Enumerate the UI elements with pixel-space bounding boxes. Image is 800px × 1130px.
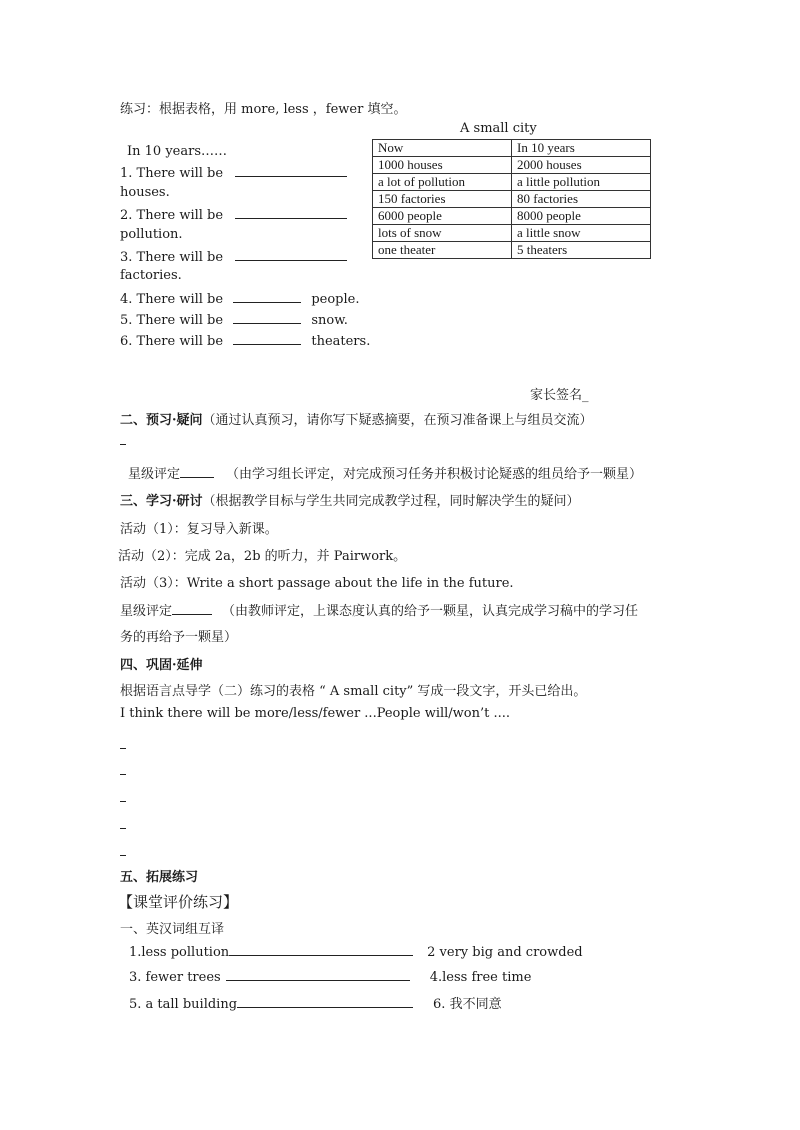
item-right: 4.less free time (429, 970, 532, 985)
answer-blank[interactable] (233, 290, 301, 303)
section-3-rating (120, 600, 638, 619)
answer-blank[interactable] (233, 311, 301, 324)
translation-heading: 一、英汉词组互译 (120, 922, 225, 937)
table-cell: Now (373, 140, 512, 157)
exercise-5-suffix: snow. (311, 313, 348, 328)
table-row (373, 208, 651, 225)
answer-blank[interactable] (235, 248, 347, 261)
answer-blank[interactable] (235, 164, 347, 177)
table-row (373, 174, 651, 191)
item-left: 5. a tall building (129, 997, 238, 1012)
exercise-5-prefix: 5. There will be (120, 313, 224, 328)
answer-blank[interactable] (235, 206, 347, 219)
table-cell: 8000 people (512, 208, 651, 225)
table-cell: a lot of pollution (373, 174, 512, 191)
exercise-4-suffix: people. (311, 292, 360, 307)
exercise-3 (120, 248, 347, 265)
translation-item (129, 968, 531, 985)
section-2-heading: 二、预习·疑问 (120, 413, 203, 428)
table-cell: In 10 years (512, 140, 651, 157)
answer-blank[interactable] (233, 332, 301, 345)
rating-note: （由学习组长评定，对完成预习任务并积极讨论疑惑的组员给予一颗星） (226, 467, 643, 482)
item-left: 1.less pollution (129, 945, 230, 960)
item-left: 3. fewer trees (129, 970, 221, 985)
exercise-intro: In 10 years…… (127, 144, 227, 159)
section-2-rating (128, 463, 642, 482)
writing-line[interactable] (120, 801, 126, 802)
exercise-3-continued: factories. (120, 268, 182, 283)
table-cell: lots of snow (373, 225, 512, 242)
exercise-5 (120, 311, 348, 328)
table-cell: a little snow (512, 225, 651, 242)
exercise-1-continued: houses. (120, 185, 170, 200)
translation-item (129, 993, 502, 1012)
table-title: A small city (460, 121, 537, 136)
exercise-1-prefix: 1. There will be (120, 166, 224, 181)
rating-label: 星级评定 (128, 467, 181, 482)
section-3-heading: 三、学习·研讨 (120, 494, 203, 509)
exercise-2 (120, 206, 347, 223)
practice-instruction: 练习：根据表格，用 more, less ，fewer 填空。 (120, 102, 407, 117)
exercise-2-prefix: 2. There will be (120, 208, 224, 223)
table-row (373, 225, 651, 242)
exercise-6 (120, 332, 370, 349)
section-3-heading-line (120, 490, 580, 509)
writing-line[interactable] (120, 774, 126, 775)
table-row (373, 242, 651, 259)
writing-line[interactable] (120, 444, 126, 445)
exercise-6-prefix: 6. There will be (120, 334, 224, 349)
table-row (373, 140, 651, 157)
rating-note-line2: 务的再给予一颗星） (120, 630, 238, 645)
answer-blank[interactable] (226, 968, 410, 981)
table-cell: 150 factories (373, 191, 512, 208)
rating-label: 星级评定 (120, 604, 173, 619)
translation-item (129, 943, 583, 960)
writing-line[interactable] (120, 855, 126, 856)
class-evaluation-title: 【课堂评价练习】 (118, 893, 239, 911)
section-2-heading-line (120, 409, 593, 428)
activity-2: 活动（2）：完成 2a，2b 的听力，并 Pairwork。 (118, 549, 407, 564)
section-3-note: （根据教学目标与学生共同完成教学过程，同时解决学生的疑问） (202, 494, 580, 509)
answer-blank[interactable] (229, 943, 413, 956)
table-cell: 2000 houses (512, 157, 651, 174)
exercise-6-suffix: theaters. (311, 334, 371, 349)
table-cell: 5 theaters (512, 242, 651, 259)
item-right: 2 very big and crowded (427, 945, 583, 960)
section-4-heading: 四、巩固·延伸 (120, 658, 203, 673)
writing-line[interactable] (120, 748, 126, 749)
rating-blank[interactable] (180, 465, 214, 478)
table-row (373, 191, 651, 208)
exercise-3-prefix: 3. There will be (120, 250, 224, 265)
rating-note-line1: （由教师评定，上课态度认真的给予一颗星，认真完成学习稿中的学习任 (222, 604, 639, 619)
table-cell: a little pollution (512, 174, 651, 191)
table-cell: 1000 houses (373, 157, 512, 174)
section-4-starter: I think there will be more/less/fewer ...People will/won’t .... (120, 706, 511, 721)
item-right: 6. 我不同意 (433, 997, 502, 1012)
table-cell: 6000 people (373, 208, 512, 225)
section-2-note: （通过认真预习，请你写下疑惑摘要，在预习准备课上与组员交流） (202, 413, 593, 428)
table-cell: 80 factories (512, 191, 651, 208)
table-cell: one theater (373, 242, 512, 259)
writing-line[interactable] (120, 828, 126, 829)
exercise-1 (120, 164, 347, 181)
section-5-heading: 五、拓展练习 (120, 870, 199, 885)
parent-signature: 家长签名_ (530, 388, 589, 403)
city-table (372, 139, 651, 259)
rating-blank[interactable] (172, 602, 212, 615)
section-4-instruction: 根据语言点导学（二）练习的表格 “ A small city” 写成一段文字，开头已给出。 (120, 684, 587, 699)
exercise-4-prefix: 4. There will be (120, 292, 224, 307)
exercise-4 (120, 290, 360, 307)
activity-1: 活动（1）：复习导入新课。 (120, 522, 278, 537)
exercise-2-continued: pollution. (120, 227, 183, 242)
activity-3: 活动（3）：Write a short passage about the life in the future. (120, 576, 514, 591)
answer-blank[interactable] (237, 995, 413, 1008)
table-row (373, 157, 651, 174)
